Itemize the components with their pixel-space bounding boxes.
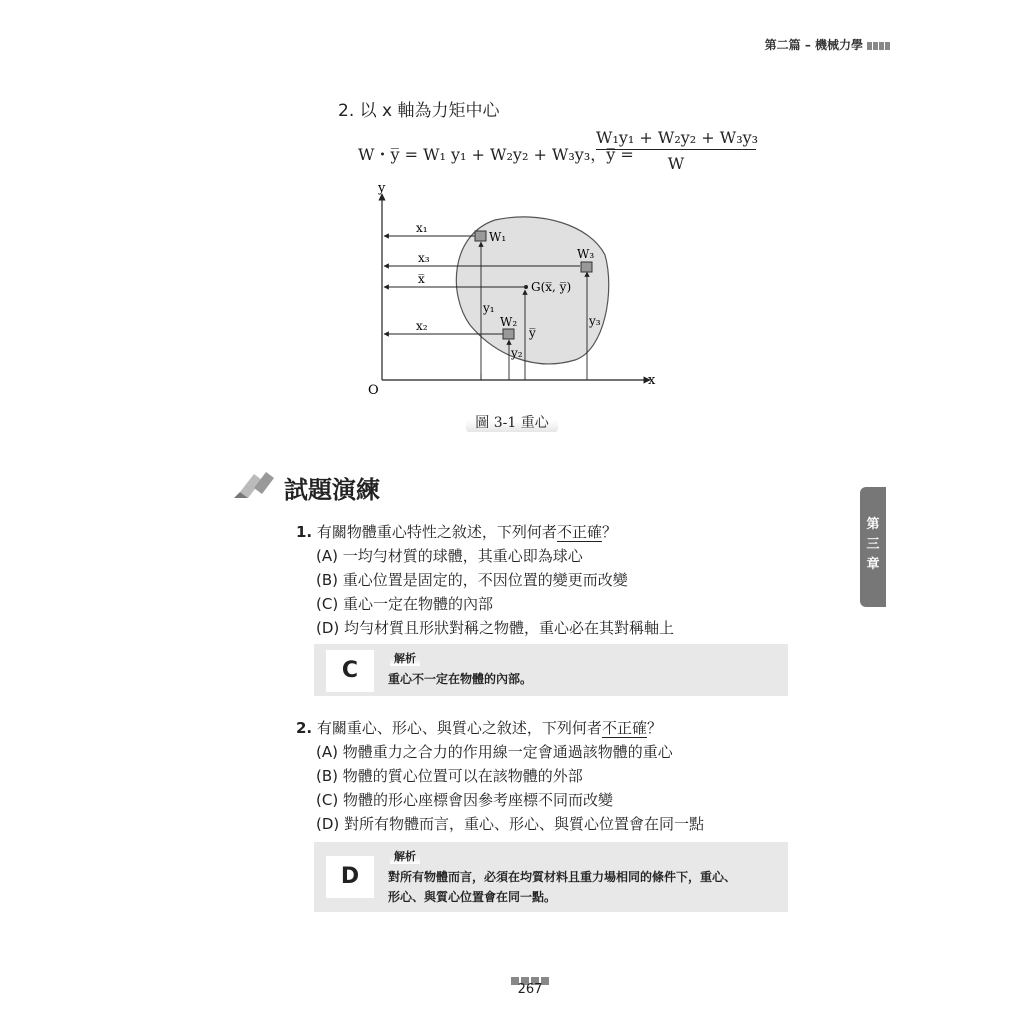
option-b: (B) 重心位置是固定的，不因位置的變更而改變 [316, 571, 628, 589]
header-decoration [866, 39, 890, 53]
chapter-tab [860, 487, 886, 607]
header-title: 第二篇 – 機械力學 [764, 38, 863, 52]
label-w3: W₃ [577, 247, 595, 261]
answer-letter: D [326, 856, 374, 898]
explanation-line: 重心不一定在物體的內部。 [388, 672, 533, 686]
answer-letter: C [326, 650, 374, 692]
label-x3: x₃ [418, 251, 430, 265]
option-c: (C) 物體的形心座標會因參考座標不同而改變 [316, 791, 613, 809]
origin-label: O [368, 383, 379, 398]
emphasis-text: 不正確 [556, 523, 602, 541]
label-ybar: y̅ [529, 326, 536, 340]
option-d: (D) 均勻材質且形狀對稱之物體，重心必在其對稱軸上 [316, 619, 675, 637]
weight-w2 [503, 329, 514, 339]
question-stem: 1. 有關物體重心特性之敘述，下列何者不正確？ [296, 523, 617, 541]
weight-w3 [581, 262, 592, 272]
formula-denominator: W [667, 154, 685, 173]
option-a: (A) 物體重力之合力的作用線一定會通過該物體的重心 [316, 743, 673, 761]
label-w2: W₂ [500, 315, 518, 329]
formula-lhs: W・y̅ = W₁ y₁ + W₂y₂ + W₃y₃，y̅ = [358, 145, 634, 164]
chapter-tab-char: 三 [866, 537, 880, 552]
label-x2: x₂ [416, 319, 428, 333]
practice-heading-text: 試題演練 [284, 476, 380, 504]
option-a: (A) 一均勻材質的球體，其重心即為球心 [316, 547, 583, 565]
option-c: (C) 重心一定在物體的內部 [316, 595, 493, 613]
label-y3: y₃ [589, 314, 601, 328]
pencil-ruler-icon [232, 468, 278, 500]
figure-caption: 圖 3-1 重心 [466, 412, 558, 432]
answer-box-1 [314, 644, 788, 696]
option-d: (D) 對所有物體而言，重心、形心、與質心位置會在同一點 [316, 815, 705, 833]
analysis-label: 解析 [390, 848, 420, 864]
label-x1: x₁ [416, 221, 428, 235]
page-number: 267 [517, 982, 543, 997]
centroid-point [524, 285, 528, 289]
emphasis-text: 不正確 [601, 719, 647, 737]
option-b: (B) 物體的質心位置可以在該物體的外部 [316, 767, 583, 785]
explanation-line: 對所有物體而言，必須在均質材料且重力場相同的條件下，重心、 [388, 870, 737, 884]
chapter-tab-char: 第 [866, 517, 880, 532]
label-y1: y₁ [483, 301, 495, 315]
label-y2: y₂ [511, 346, 523, 360]
x-axis-label: x [648, 373, 656, 388]
formula-numerator: W₁y₁ + W₂y₂ + W₃y₃ [596, 128, 756, 150]
formula-fraction [596, 128, 759, 173]
question-1 [296, 520, 674, 640]
centroid-formula [358, 128, 778, 178]
centroid-figure [360, 180, 680, 410]
question-stem: 2. 有關重心、形心、與質心之敘述，下列何者不正確？ [296, 719, 662, 737]
analysis-label: 解析 [390, 650, 420, 666]
question-2 [296, 716, 704, 836]
chapter-tab-char: 章 [866, 557, 880, 572]
weight-w1 [475, 231, 486, 241]
label-w1: W₁ [489, 230, 507, 244]
answer-box-2 [314, 842, 788, 912]
running-header [690, 36, 890, 53]
y-axis-label: y [378, 181, 386, 196]
label-g: G(x̅, y̅) [531, 280, 572, 294]
explanation-line: 形心、與質心位置會在同一點。 [388, 890, 557, 904]
section-title: 2. 以 x 軸為力矩中心 [338, 101, 500, 121]
label-xbar: x̅ [418, 272, 425, 286]
